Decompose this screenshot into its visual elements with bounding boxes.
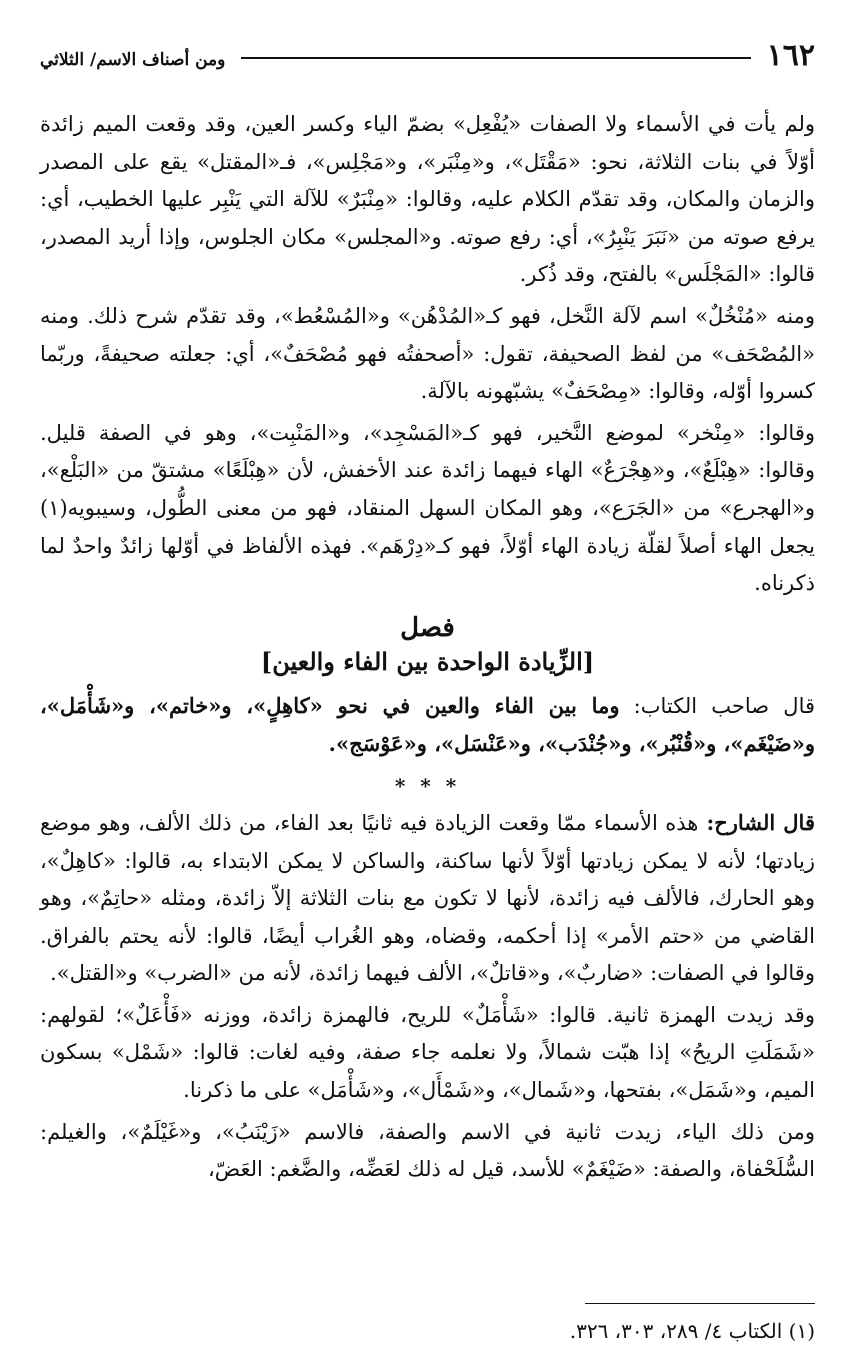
author-quote [40, 687, 815, 764]
commentary-paragraph-2: وقد زيدت الهمزة ثانية. قالوا: «شَأْمَلٌ» للريح، فالهمزة زائدة، ووزنه «فَأْعَلٌ»؛ لقولهم: «شَمَلَتِ الريحُ» إذا هبّت شمالاً، ولا نعلمه جاء صفة، وفيه لغات: قالوا: «شَمْل» بسكون الميم، و«شَمَل»، بفتحها، و«شَمال»، و«شَمْأَل»، و«شَأْمَل» على ما ذكرنا. [40, 1002, 815, 1103]
footnote-rule [585, 1303, 815, 1304]
commentary-paragraph-3: ومن ذلك الياء، زيدت ثانية في الاسم والصفة، فالاسم «زَيْنَبُ»، و«غَيْلَمٌ»، والغيلم: السُّلَحْفاة، والصفة: «ضَيْغَمٌ» للأسد، قيل له ذلك لعَضِّه، والضَّغم: العَضّ، [40, 1119, 815, 1182]
section-subtitle: [الزِّيادة الواحدة بين الفاء والعين] [260, 646, 595, 676]
page-body [40, 106, 815, 1189]
quote-text: وما بين الفاء والعين في نحو «كاهِلٍ»، و«خاتم»، و«شَأْمَل»، و«ضَيْغَم»، و«قُنْبُر»، و«جُنْدَب»، و«عَنْسَل»، و«عَوْسَج». [40, 692, 815, 757]
page-header [40, 38, 815, 78]
commentary-lead: قال الشارح: [698, 809, 815, 835]
header-rule [241, 57, 750, 59]
paragraph-2: ومنه «مُنْخُلٌ» اسم لآلة النَّخل، فهو كـ«المُدْهُن» و«المُسْعُط»، وقد تقدّم شرح ذلك. ومنه «المُصْحَف» من لفظ الصحيفة، تقول: «أصحفتُه فهو مُصْحَفٌ»، أي: جعلته صحيفةً، وربّما كسروا أوّله، وقالوا: «مِصْحَفٌ» يشبّهونه بالآلة. [40, 303, 815, 404]
section-title: فصل [400, 612, 455, 643]
commentary-text-1: هذه الأسماء ممّا وقعت الزيادة فيه ثانيًا بعد الفاء، من ذلك الألف، وهو موضع زيادتها؛ لأنه لا يمكن زيادتها أوّلاً لأنها ساكنة، والساكن لا يمكن الابتداء به، قالوا: «كاهِلٌ»، وهو الحارك، فالألف فيه زائدة، لأنها لا تكون مع بنات الثلاثة إلاّ زائدة، ومثله «حاتِمٌ»، وهو القاضي من «حتم الأمر» إذا أحكمه، وقضاه، وهو الغُراب أيضًا، قالوا: لأنه يحتم بالفراق. وقالوا في الصفات: «ضاربٌ»، و«قاتلٌ»، الألف فيهما زائدة، لأنه من «الضرب» و«القتل». [40, 810, 815, 986]
footnote: (١) الكتاب ٤/ ٢٨٩، ٣٠٣، ٣٢٦. [569, 1319, 815, 1343]
running-title: ومن أصناف الاسم/ الثلاثي [40, 50, 226, 70]
page-number: ١٦٢ [766, 38, 815, 73]
paragraph-1: ولم يأت في الأسماء ولا الصفات «يُفْعِل» بضمّ الياء وكسر العين، وقد وقعت الميم زائدة أوّلاً في بنات الثلاثة، نحو: «مَقْتَل»، و«مِنْبَر»، و«مَجْلِس»، فـ«المقتل» يقع على المصدر والزمان والمكان، وقد تقدّم الكلام عليه، وقالوا: «مِنْبَرٌ» للآلة التي يَنْبِر عليها الخطيب، أي: يرفع صوته من «نَبَرَ يَنْبِرُ»، أي: رفع صوته. و«المجلس» مكان الجلوس، وإذا أريد المصدر، قالوا: «المَجْلَس» بالفتح، وقد ذُكر. [40, 112, 815, 287]
paragraph-3: وقالوا: «مِنْخر» لموضع النَّخير، فهو كـ«المَسْجِد»، و«المَنْبِت»، وهو في الصفة قليل. وقالوا: «هِبْلَعٌ»، و«هِجْرَعٌ» الهاء فيهما زائدة عند الأخفش، لأن «هِبْلَعًا» مشتقّ من «البَلْع»، و«الهجرع» من «الجَرَع»، وهو المكان السهل المنقاد، فهو من معنى الطُّول، وسيبويه(١) يجعل الهاء أصلاً لقلّة زيادة الهاء أوّلاً، فهو كـ«دِرْهَم». فهذه الألفاظ في أوّلها زائدٌ واحدٌ لما ذكرناه. [40, 420, 815, 596]
commentary-paragraph-1 [40, 804, 815, 993]
separator-stars: * * * [394, 773, 461, 798]
quote-lead: قال صاحب الكتاب: [619, 693, 815, 718]
